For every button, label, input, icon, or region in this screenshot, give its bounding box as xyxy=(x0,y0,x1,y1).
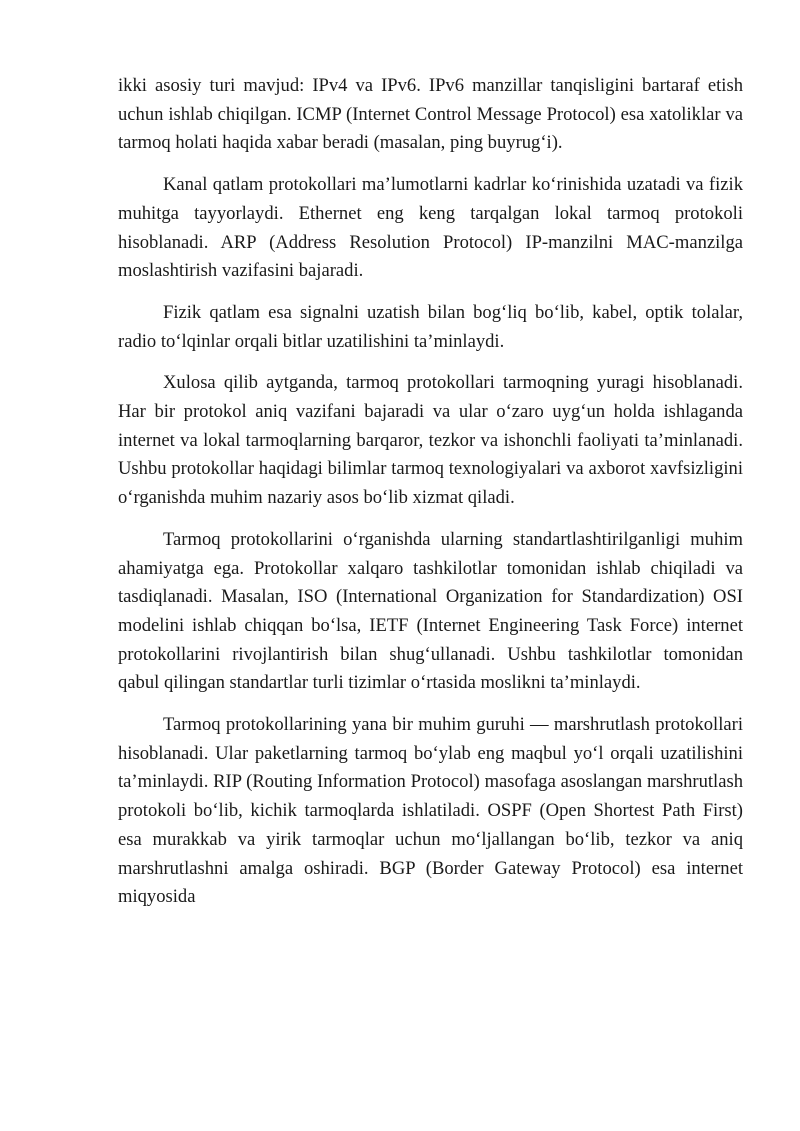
paragraph-routing-protocols: Tarmoq protokollarining yana bir muhim guruhi — marshrutlash protokollari hisoblanadi. Ular paketlarning tarmoq bo‘ylab eng maqbul yo‘l orqali uzatilishini ta’minlaydi. RIP (Routing Information Protocol) masofaga asoslangan marshrutlash protokoli bo‘lib, kichik tarmoqlarda ishlatiladi. OSPF (Open Shortest Path First) esa murakkab va yirik tarmoqlar uchun mo‘ljallangan bo‘lib, tezkor va aniq marshrutlashni amalga oshiradi. BGP (Border Gateway Protocol) esa internet miqyosida xyxy=(118,714,743,908)
paragraph-conclusion: Xulosa qilib aytganda, tarmoq protokollari tarmoqning yuragi hisoblanadi. Har bir protokol aniq vazifani bajaradi va ular o‘zaro uyg‘un holda ishlaganda internet va lokal tarmoqlarning barqaror, tezkor va ishonchli faoliyati ta’minlanadi. Ushbu protokollar haqidagi bilimlar tarmoq texnologiyalari va axborot xavfsizligini o‘rganishda muhim nazariy asos bo‘lib xizmat qiladi. xyxy=(118,372,743,509)
paragraph-ip-continuation: ikki asosiy turi mavjud: IPv4 va IPv6. IPv6 manzillar tanqisligini bartaraf etish uchun ishlab chiqilgan. ICMP (Internet Control Message Protocol) esa xatoliklar va tarmoq holati haqida xabar beradi (masalan, ping buyrug‘i). xyxy=(118,75,743,154)
paragraph-standardization: Tarmoq protokollarini o‘rganishda ularning standartlashtirilganligi muhim ahamiyatga ega. Protokollar xalqaro tashkilotlar tomonidan ishlab chiqiladi va tasdiqlanadi. Masalan, ISO (International Organization for Standardization) OSI modelini ishlab chiqqan bo‘lsa, IETF (Internet Engineering Task Force) internet protokollarini rivojlantirish bilan shug‘ullanadi. Ushbu tashkilotlar tomonidan qabul qilingan standartlar turli tizimlar o‘rtasida moslikni ta’minlaydi. xyxy=(118,528,743,694)
document-body xyxy=(118,72,743,925)
paragraph-data-link-layer: Kanal qatlam protokollari ma’lumotlarni kadrlar ko‘rinishida uzatadi va fizik muhitga tayyorlaydi. Ethernet eng keng tarqalgan lokal tarmoq protokoli hisoblanadi. ARP (Address Resolution Protocol) IP-manzilni MAC-manzilga moslashtirish vazifasini bajaradi. xyxy=(118,174,743,282)
paragraph-physical-layer: Fizik qatlam esa signalni uzatish bilan bog‘liq bo‘lib, kabel, optik tolalar, radio to‘lqinlar orqali bitlar uzatilishini ta’minlaydi. xyxy=(118,301,743,352)
